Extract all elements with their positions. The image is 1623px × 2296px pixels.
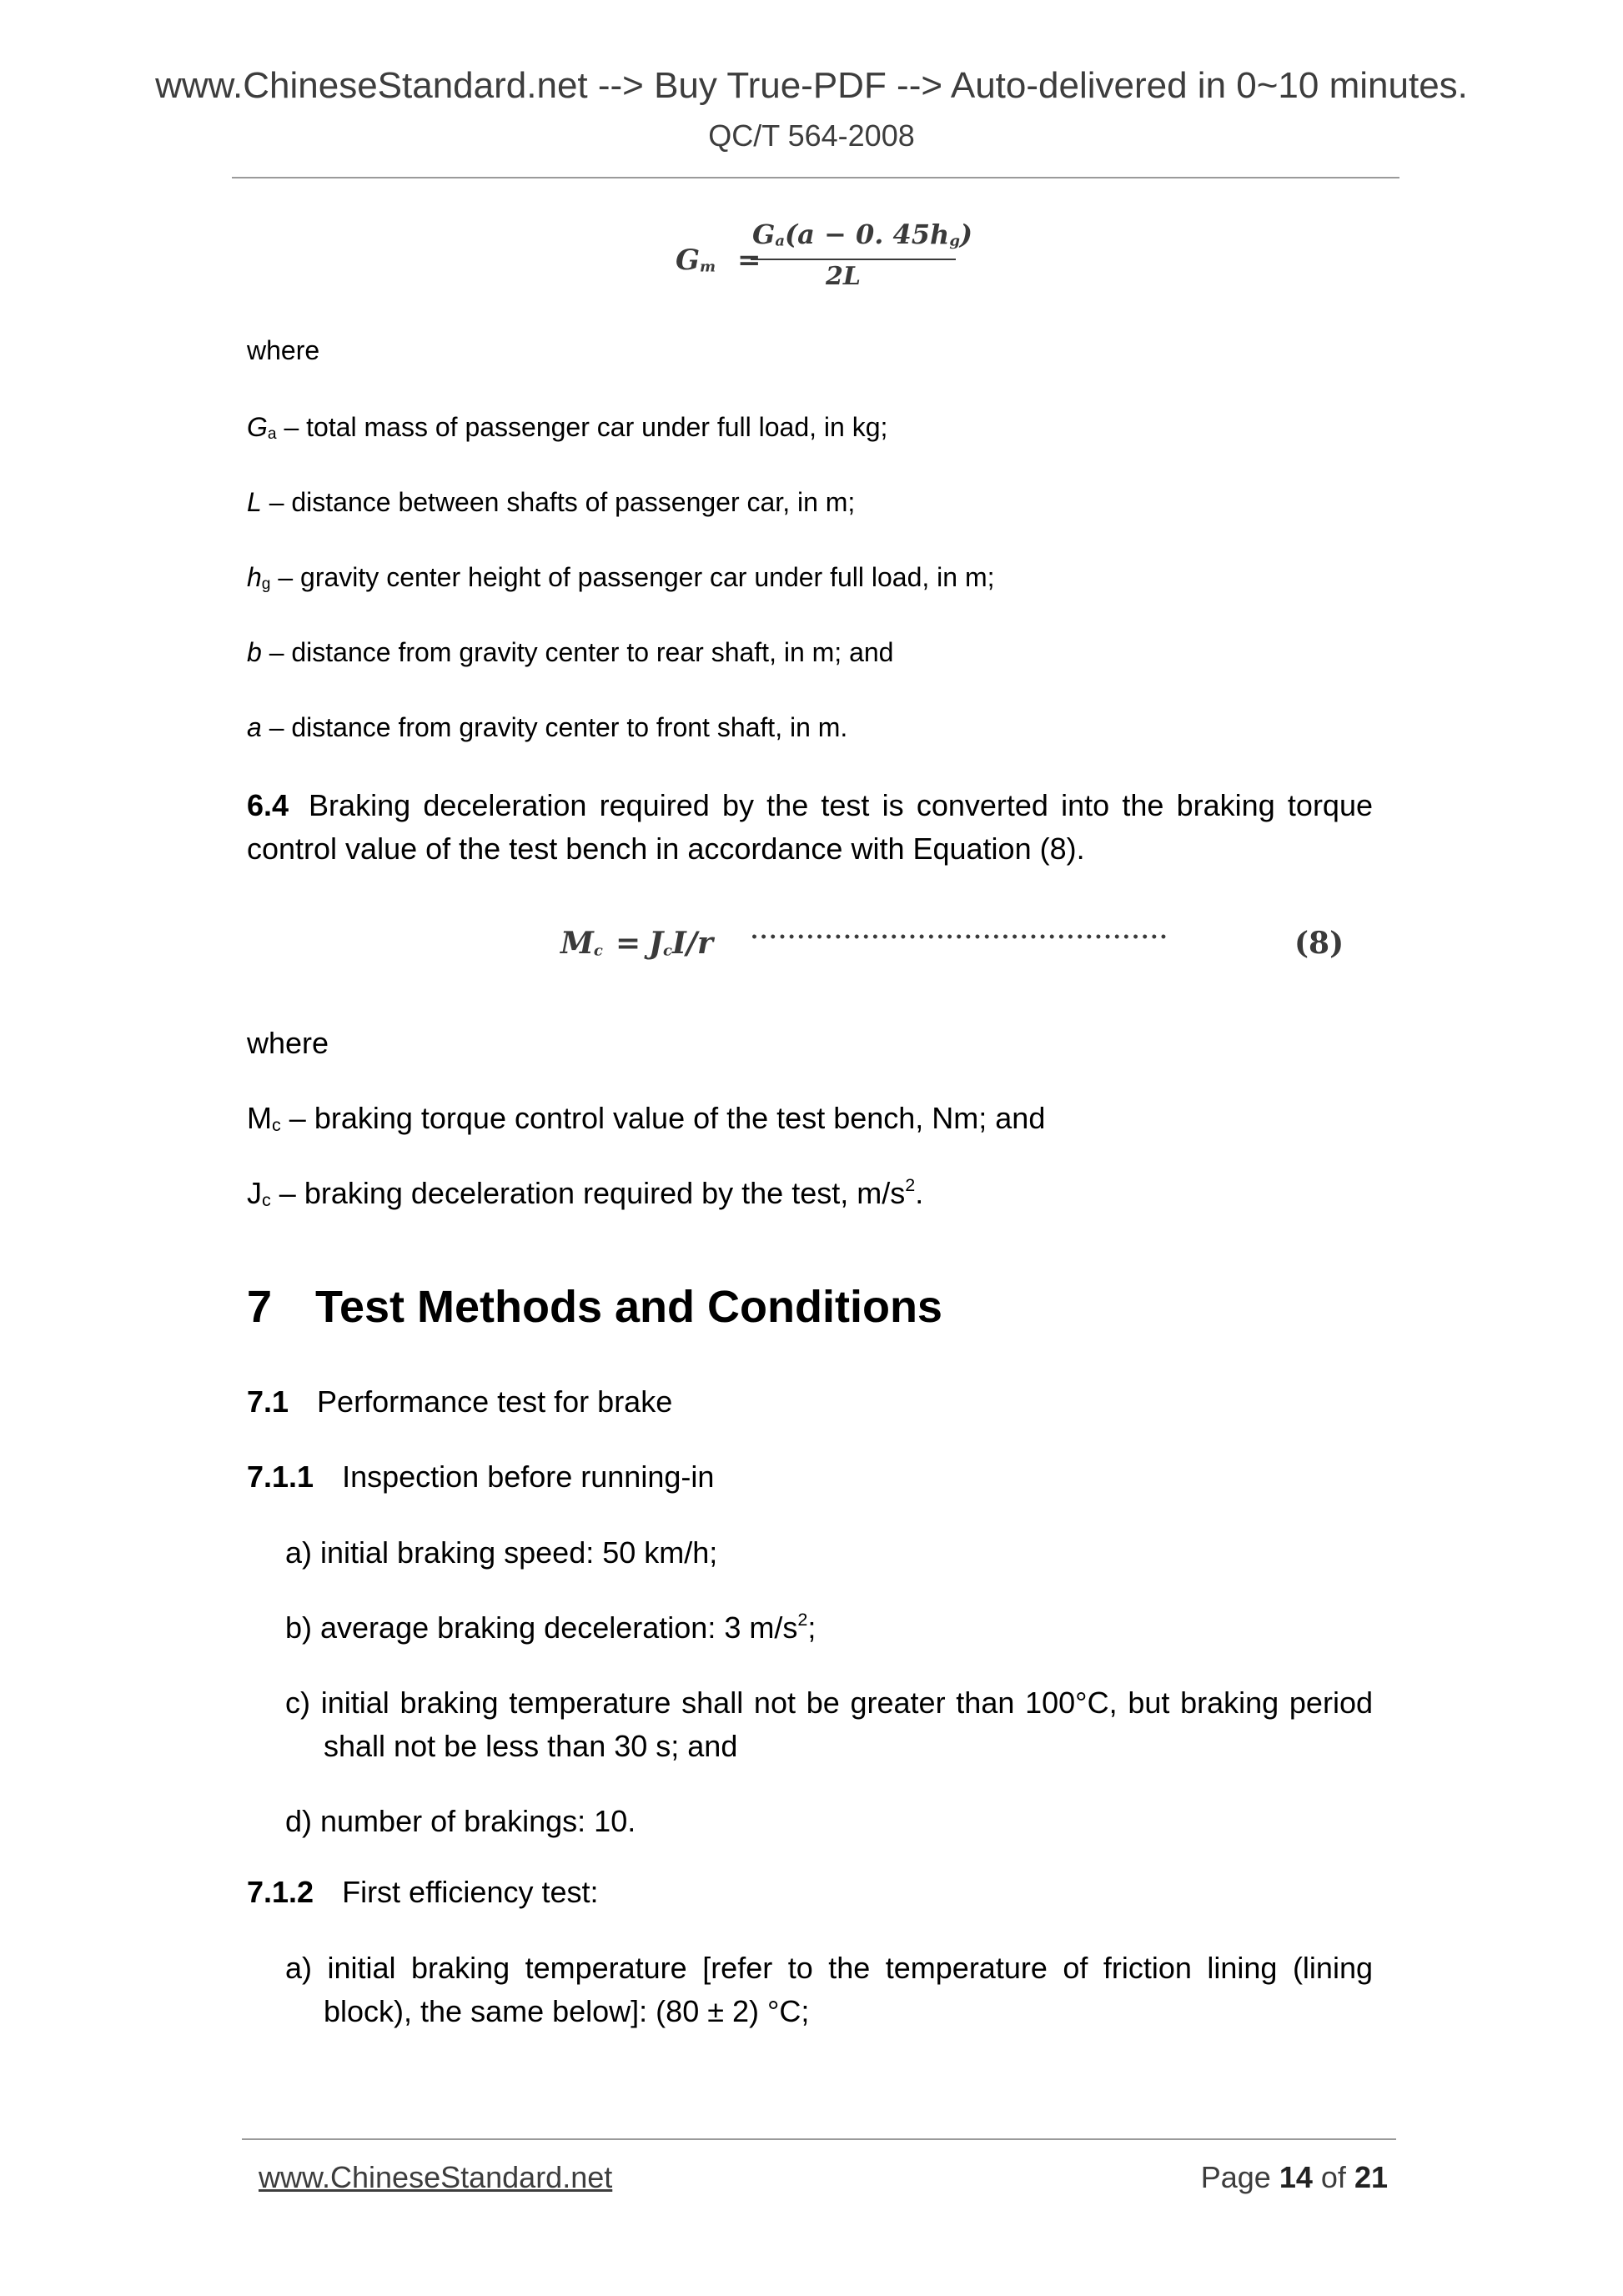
eq8-rhs-sub: c (663, 942, 673, 960)
clause-7-1-number: 7.1 (247, 1384, 289, 1419)
clause-7-1 (247, 1384, 672, 1419)
eq-gm-num-a-sub: a (775, 232, 785, 250)
def-b-sym: b (247, 637, 262, 667)
def-jc-tail: . (915, 1176, 924, 1210)
eq-gm-num-a: G (752, 219, 776, 250)
item-7-1-2-a (285, 1947, 1373, 2033)
def-l-text: – distance between shafts of passenger car, in m; (261, 487, 856, 517)
clause-6-4-number: 6.4 (247, 788, 289, 822)
equation-gm (676, 219, 973, 302)
def-jc-sym: J (247, 1176, 262, 1210)
clause-6-4-text: Braking deceleration required by the test is converted into the braking torque control value of the test bench in accordance with Equation (8). (247, 788, 1373, 866)
item-7-1-1-b-sup: 2 (797, 1608, 808, 1630)
def-a (247, 712, 847, 743)
section-7-title: Test Methods and Conditions (315, 1282, 942, 1332)
clause-7-1-2-title: First efficiency test: (342, 1875, 599, 1909)
page-label: Page (1200, 2160, 1271, 2194)
eq-gm-lhs: G (676, 244, 701, 277)
eq-gm-num-b: (a − 0. 45h (785, 219, 950, 250)
footer-site-link[interactable]: www.ChineseStandard.net (259, 2160, 613, 2194)
def-ga-text: – total mass of passenger car under full load, in kg; (276, 412, 888, 442)
eq-gm-fraction-bar (751, 259, 956, 260)
eq-gm-num-c: ) (959, 219, 973, 250)
def-hg-sym: h (247, 562, 262, 592)
def-l-sym: L (247, 487, 262, 517)
eq8-rhs-rest: I/r (672, 926, 713, 961)
header-banner: www.ChineseStandard.net --> Buy True-PDF --> Auto-delivered in 0~10 minutes. (155, 65, 1468, 106)
eq8-label: (8) (1294, 926, 1344, 961)
item-7-1-2-a-line2: block), the same below]: (80 ± 2) °C; (324, 1994, 810, 2028)
eq8-lhs-sub: c (593, 942, 603, 960)
def-mc-sub: c (272, 1114, 281, 1136)
page-number: 14 (1279, 2160, 1313, 2194)
clause-7-1-2 (247, 1875, 599, 1910)
eq-gm-denominator: 2L (826, 262, 861, 291)
item-7-1-1-b-text: b) average braking deceleration: 3 m/s (285, 1610, 798, 1645)
def-ga (247, 412, 887, 444)
item-7-1-1-d: d) number of brakings: 10. (285, 1804, 636, 1838)
item-7-1-1-b (285, 1606, 1373, 1650)
def-jc (247, 1173, 924, 1211)
def-jc-text: – braking deceleration required by the test, m/s (270, 1176, 906, 1210)
footer-divider (242, 2138, 1396, 2140)
eq8-leader-dots: ••••••••••••••••••••••••••••••••••••••••••••• (751, 931, 1169, 944)
item-7-1-1-a: a) initial braking speed: 50 km/h; (285, 1535, 718, 1570)
standard-code: QC/T 564-2008 (708, 118, 915, 153)
def-mc (247, 1101, 1045, 1136)
def-b (247, 637, 893, 668)
equation-8 (560, 922, 1361, 972)
eq8-rhs-j: J (649, 926, 664, 961)
eq-gm-lhs-sub: m (700, 258, 716, 276)
clause-7-1-1 (247, 1459, 714, 1495)
clause-6-4 (247, 784, 1373, 871)
def-a-text: – distance from gravity center to front shaft, in m. (261, 712, 848, 742)
def-hg-text: – gravity center height of passenger car under full load, in m; (270, 562, 995, 592)
def-ga-sym: G (247, 412, 268, 442)
clause-7-1-1-title: Inspection before running-in (342, 1459, 715, 1494)
page-of-label: of (1320, 2160, 1346, 2194)
section-7-number: 7 (247, 1282, 273, 1332)
def-jc-sub: c (262, 1189, 271, 1211)
page-indicator (1201, 2160, 1388, 2195)
def-ga-sub: a (267, 425, 277, 443)
eq-gm-num-b-sub: g (949, 232, 960, 250)
def-mc-text: – braking torque control value of the test bench, Nm; and (280, 1101, 1046, 1135)
clause-7-1-1-number: 7.1.1 (247, 1459, 314, 1494)
eq8-lhs: M (560, 926, 594, 961)
eq8-equals: = (616, 926, 641, 961)
item-7-1-2-a-line1: a) initial braking temperature [refer to the temperature of friction lining (lining (285, 1951, 1373, 1985)
where-label-2: where (247, 1026, 329, 1060)
def-jc-sup: 2 (905, 1173, 916, 1195)
page-total: 21 (1354, 2160, 1388, 2194)
item-7-1-1-c-line2: shall not be less than 30 s; and (324, 1729, 738, 1763)
def-mc-sym: M (247, 1101, 272, 1135)
item-7-1-1-b-tail: ; (807, 1610, 817, 1645)
def-l (247, 487, 855, 518)
where-label-1: where (247, 335, 320, 365)
def-a-sym: a (247, 712, 262, 742)
def-hg-sub: g (261, 575, 271, 593)
clause-7-1-title: Performance test for brake (317, 1384, 673, 1419)
def-hg (247, 562, 995, 594)
clause-7-1-2-number: 7.1.2 (247, 1875, 314, 1909)
header-divider (232, 177, 1399, 178)
section-7-heading (247, 1281, 942, 1333)
def-b-text: – distance from gravity center to rear shaft, in m; and (261, 637, 894, 667)
eq-gm-equals: = (736, 244, 761, 277)
item-7-1-1-c-line1: c) initial braking temperature shall not be greater than 100°C, but braking period (285, 1686, 1373, 1720)
item-7-1-1-c (285, 1681, 1373, 1768)
